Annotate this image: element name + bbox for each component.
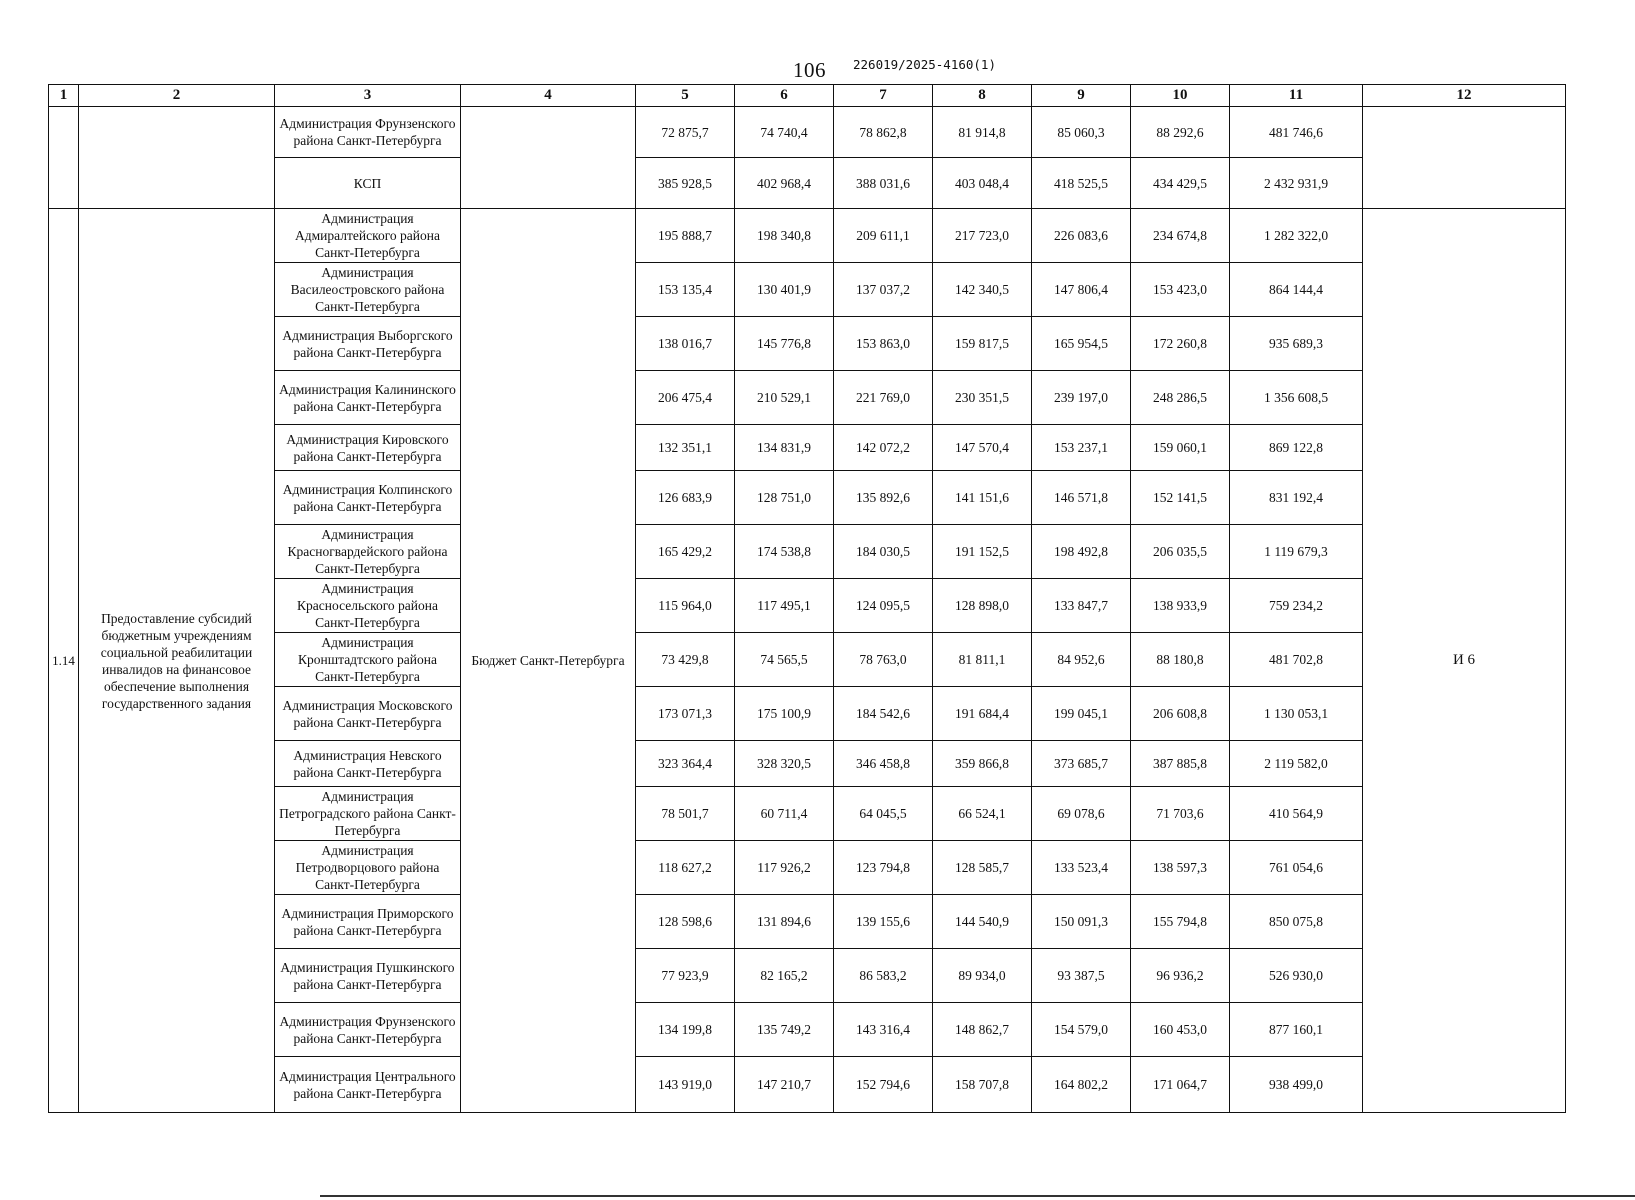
value-cell: 850 075,8: [1230, 895, 1363, 949]
executor-cell: Администрация Василеостровского района Санкт-Петербурга: [275, 263, 461, 317]
value-cell: 117 495,1: [735, 579, 834, 633]
value-cell: 403 048,4: [933, 158, 1032, 209]
value-cell: 147 570,4: [933, 425, 1032, 471]
value-cell: 434 429,5: [1131, 158, 1230, 209]
executor-cell: Администрация Кронштадтского района Санкт-Петербурга: [275, 633, 461, 687]
value-cell: 184 030,5: [834, 525, 933, 579]
value-cell: 481 702,8: [1230, 633, 1363, 687]
column-header-3: 3: [275, 85, 461, 107]
value-cell: 82 165,2: [735, 949, 834, 1003]
value-cell: 128 585,7: [933, 841, 1032, 895]
executor-cell: Администрация Адмиралтейского района Санкт-Петербурга: [275, 209, 461, 263]
value-cell: 160 453,0: [1131, 1003, 1230, 1057]
value-cell: 88 292,6: [1131, 107, 1230, 158]
value-cell: 226 083,6: [1032, 209, 1131, 263]
value-cell: 206 035,5: [1131, 525, 1230, 579]
table-row: [49, 633, 1566, 687]
value-cell: 864 144,4: [1230, 263, 1363, 317]
value-cell: 74 740,4: [735, 107, 834, 158]
executor-cell: Администрация Выборгского района Санкт-Петербурга: [275, 317, 461, 371]
value-cell: 159 817,5: [933, 317, 1032, 371]
value-cell: 184 542,6: [834, 687, 933, 741]
value-cell: 323 364,4: [636, 741, 735, 787]
value-cell: 148 862,7: [933, 1003, 1032, 1057]
value-cell: 230 351,5: [933, 371, 1032, 425]
row-number-cell: 1.14: [49, 209, 79, 1113]
value-cell: 143 316,4: [834, 1003, 933, 1057]
value-cell: 869 122,8: [1230, 425, 1363, 471]
table-body: [49, 107, 1566, 1113]
value-cell: 164 802,2: [1032, 1057, 1131, 1113]
table-row: [49, 263, 1566, 317]
executor-cell: Администрация Пушкинского района Санкт-Петербурга: [275, 949, 461, 1003]
value-cell: 153 423,0: [1131, 263, 1230, 317]
value-cell: 77 923,9: [636, 949, 735, 1003]
table-row: [49, 841, 1566, 895]
table-row: [49, 371, 1566, 425]
row-number-cell: [49, 107, 79, 209]
executor-cell: Администрация Московского района Санкт-Петербурга: [275, 687, 461, 741]
value-cell: 1 282 322,0: [1230, 209, 1363, 263]
value-cell: 935 689,3: [1230, 317, 1363, 371]
value-cell: 154 579,0: [1032, 1003, 1131, 1057]
value-cell: 191 152,5: [933, 525, 1032, 579]
value-cell: 175 100,9: [735, 687, 834, 741]
executor-cell: Администрация Петродворцового района Санкт-Петербурга: [275, 841, 461, 895]
value-cell: 173 071,3: [636, 687, 735, 741]
value-cell: 239 197,0: [1032, 371, 1131, 425]
executor-cell: Администрация Фрунзенского района Санкт-Петербурга: [275, 1003, 461, 1057]
value-cell: 158 707,8: [933, 1057, 1032, 1113]
value-cell: 69 078,6: [1032, 787, 1131, 841]
value-cell: 152 794,6: [834, 1057, 933, 1113]
column-header-8: 8: [933, 85, 1032, 107]
value-cell: 2 432 931,9: [1230, 158, 1363, 209]
value-cell: 152 141,5: [1131, 471, 1230, 525]
executor-cell: Администрация Калининского района Санкт-Петербурга: [275, 371, 461, 425]
value-cell: 761 054,6: [1230, 841, 1363, 895]
value-cell: 81 914,8: [933, 107, 1032, 158]
header-row: [49, 85, 1566, 107]
table-row: [49, 525, 1566, 579]
value-cell: 78 862,8: [834, 107, 933, 158]
column-header-10: 10: [1131, 85, 1230, 107]
value-cell: 198 340,8: [735, 209, 834, 263]
value-cell: 133 847,7: [1032, 579, 1131, 633]
value-cell: 138 016,7: [636, 317, 735, 371]
value-cell: 165 954,5: [1032, 317, 1131, 371]
value-cell: 191 684,4: [933, 687, 1032, 741]
value-cell: 410 564,9: [1230, 787, 1363, 841]
value-cell: 234 674,8: [1131, 209, 1230, 263]
column-header-2: 2: [79, 85, 275, 107]
value-cell: 141 151,6: [933, 471, 1032, 525]
value-cell: 85 060,3: [1032, 107, 1131, 158]
value-cell: 138 597,3: [1131, 841, 1230, 895]
table-row: [49, 949, 1566, 1003]
value-cell: 118 627,2: [636, 841, 735, 895]
value-cell: 143 919,0: [636, 1057, 735, 1113]
value-cell: 86 583,2: [834, 949, 933, 1003]
value-cell: 221 769,0: [834, 371, 933, 425]
executor-cell: Администрация Центрального района Санкт-Петербурга: [275, 1057, 461, 1113]
value-cell: 526 930,0: [1230, 949, 1363, 1003]
budget-table: [48, 84, 1566, 1113]
executor-cell: Администрация Петроградского района Санкт-Петербурга: [275, 787, 461, 841]
table-row: [49, 787, 1566, 841]
value-cell: 217 723,0: [933, 209, 1032, 263]
executor-cell: Администрация Кировского района Санкт-Петербурга: [275, 425, 461, 471]
table-row: [49, 579, 1566, 633]
value-cell: 150 091,3: [1032, 895, 1131, 949]
value-cell: 128 898,0: [933, 579, 1032, 633]
value-cell: 209 611,1: [834, 209, 933, 263]
value-cell: 206 608,8: [1131, 687, 1230, 741]
table-row: [49, 687, 1566, 741]
table-row: [49, 895, 1566, 949]
value-cell: 93 387,5: [1032, 949, 1131, 1003]
executor-cell: Администрация Красносельского района Санкт-Петербурга: [275, 579, 461, 633]
value-cell: 147 210,7: [735, 1057, 834, 1113]
value-cell: 137 037,2: [834, 263, 933, 317]
value-cell: 174 538,8: [735, 525, 834, 579]
value-cell: 134 831,9: [735, 425, 834, 471]
value-cell: 128 598,6: [636, 895, 735, 949]
value-cell: 64 045,5: [834, 787, 933, 841]
column-header-4: 4: [461, 85, 636, 107]
funding-source-cell: Бюджет Санкт-Петербурга: [461, 209, 636, 1113]
bottom-rule: [320, 1195, 1635, 1197]
value-cell: 388 031,6: [834, 158, 933, 209]
column-header-6: 6: [735, 85, 834, 107]
value-cell: 142 072,2: [834, 425, 933, 471]
document-id: 226019/2025-4160(1): [853, 57, 996, 72]
value-cell: 78 763,0: [834, 633, 933, 687]
value-cell: 195 888,7: [636, 209, 735, 263]
value-cell: 159 060,1: [1131, 425, 1230, 471]
executor-cell: Администрация Колпинского района Санкт-Петербурга: [275, 471, 461, 525]
value-cell: 138 933,9: [1131, 579, 1230, 633]
value-cell: 153 237,1: [1032, 425, 1131, 471]
value-cell: 210 529,1: [735, 371, 834, 425]
executor-cell: КСП: [275, 158, 461, 209]
executor-cell: Администрация Приморского района Санкт-Петербурга: [275, 895, 461, 949]
value-cell: 402 968,4: [735, 158, 834, 209]
value-cell: 199 045,1: [1032, 687, 1131, 741]
value-cell: 147 806,4: [1032, 263, 1131, 317]
value-cell: 81 811,1: [933, 633, 1032, 687]
value-cell: 1 119 679,3: [1230, 525, 1363, 579]
indicator-cell: И 6: [1363, 209, 1566, 1113]
column-header-1: 1: [49, 85, 79, 107]
value-cell: 126 683,9: [636, 471, 735, 525]
value-cell: 133 523,4: [1032, 841, 1131, 895]
value-cell: 172 260,8: [1131, 317, 1230, 371]
value-cell: 145 776,8: [735, 317, 834, 371]
column-header-7: 7: [834, 85, 933, 107]
column-header-11: 11: [1230, 85, 1363, 107]
indicator-cell: [1363, 107, 1566, 209]
funding-source-cell: [461, 107, 636, 209]
executor-cell: Администрация Невского района Санкт-Петербурга: [275, 741, 461, 787]
value-cell: 144 540,9: [933, 895, 1032, 949]
value-cell: 759 234,2: [1230, 579, 1363, 633]
value-cell: 481 746,6: [1230, 107, 1363, 158]
value-cell: 373 685,7: [1032, 741, 1131, 787]
value-cell: 72 875,7: [636, 107, 735, 158]
value-cell: 1 130 053,1: [1230, 687, 1363, 741]
value-cell: 385 928,5: [636, 158, 735, 209]
page-number: 106: [793, 58, 826, 82]
value-cell: 71 703,6: [1131, 787, 1230, 841]
value-cell: 153 863,0: [834, 317, 933, 371]
value-cell: 142 340,5: [933, 263, 1032, 317]
column-header-5: 5: [636, 85, 735, 107]
value-cell: 165 429,2: [636, 525, 735, 579]
executor-cell: Администрация Красногвардейского района Санкт-Петербурга: [275, 525, 461, 579]
value-cell: 328 320,5: [735, 741, 834, 787]
value-cell: 60 711,4: [735, 787, 834, 841]
table-row: [49, 107, 1566, 158]
value-cell: 88 180,8: [1131, 633, 1230, 687]
value-cell: 89 934,0: [933, 949, 1032, 1003]
value-cell: 128 751,0: [735, 471, 834, 525]
table-row: [49, 471, 1566, 525]
value-cell: 346 458,8: [834, 741, 933, 787]
value-cell: 2 119 582,0: [1230, 741, 1363, 787]
table-row: [49, 209, 1566, 263]
value-cell: 96 936,2: [1131, 949, 1230, 1003]
value-cell: 418 525,5: [1032, 158, 1131, 209]
value-cell: 1 356 608,5: [1230, 371, 1363, 425]
value-cell: 938 499,0: [1230, 1057, 1363, 1113]
value-cell: 387 885,8: [1131, 741, 1230, 787]
value-cell: 248 286,5: [1131, 371, 1230, 425]
value-cell: 115 964,0: [636, 579, 735, 633]
value-cell: 66 524,1: [933, 787, 1032, 841]
value-cell: 206 475,4: [636, 371, 735, 425]
value-cell: 74 565,5: [735, 633, 834, 687]
description-cell: [79, 107, 275, 209]
description-cell: Предоставление субсидий бюджетным учреждениям социальной реабилитации инвалидов на финансовое обеспечение выполнения государственного задания: [79, 209, 275, 1113]
table-row: [49, 317, 1566, 371]
table-row: [49, 1003, 1566, 1057]
value-cell: 135 749,2: [735, 1003, 834, 1057]
value-cell: 155 794,8: [1131, 895, 1230, 949]
value-cell: 84 952,6: [1032, 633, 1131, 687]
value-cell: 831 192,4: [1230, 471, 1363, 525]
value-cell: 131 894,6: [735, 895, 834, 949]
table-row: [49, 425, 1566, 471]
value-cell: 135 892,6: [834, 471, 933, 525]
value-cell: 171 064,7: [1131, 1057, 1230, 1113]
value-cell: 73 429,8: [636, 633, 735, 687]
value-cell: 123 794,8: [834, 841, 933, 895]
value-cell: 877 160,1: [1230, 1003, 1363, 1057]
value-cell: 117 926,2: [735, 841, 834, 895]
executor-cell: Администрация Фрунзенского района Санкт-Петербурга: [275, 107, 461, 158]
value-cell: 359 866,8: [933, 741, 1032, 787]
value-cell: 124 095,5: [834, 579, 933, 633]
value-cell: 78 501,7: [636, 787, 735, 841]
value-cell: 134 199,8: [636, 1003, 735, 1057]
table-row: [49, 158, 1566, 209]
table-row: [49, 741, 1566, 787]
value-cell: 198 492,8: [1032, 525, 1131, 579]
value-cell: 130 401,9: [735, 263, 834, 317]
table-row: [49, 1057, 1566, 1113]
value-cell: 132 351,1: [636, 425, 735, 471]
value-cell: 153 135,4: [636, 263, 735, 317]
value-cell: 139 155,6: [834, 895, 933, 949]
column-header-9: 9: [1032, 85, 1131, 107]
column-header-12: 12: [1363, 85, 1566, 107]
value-cell: 146 571,8: [1032, 471, 1131, 525]
